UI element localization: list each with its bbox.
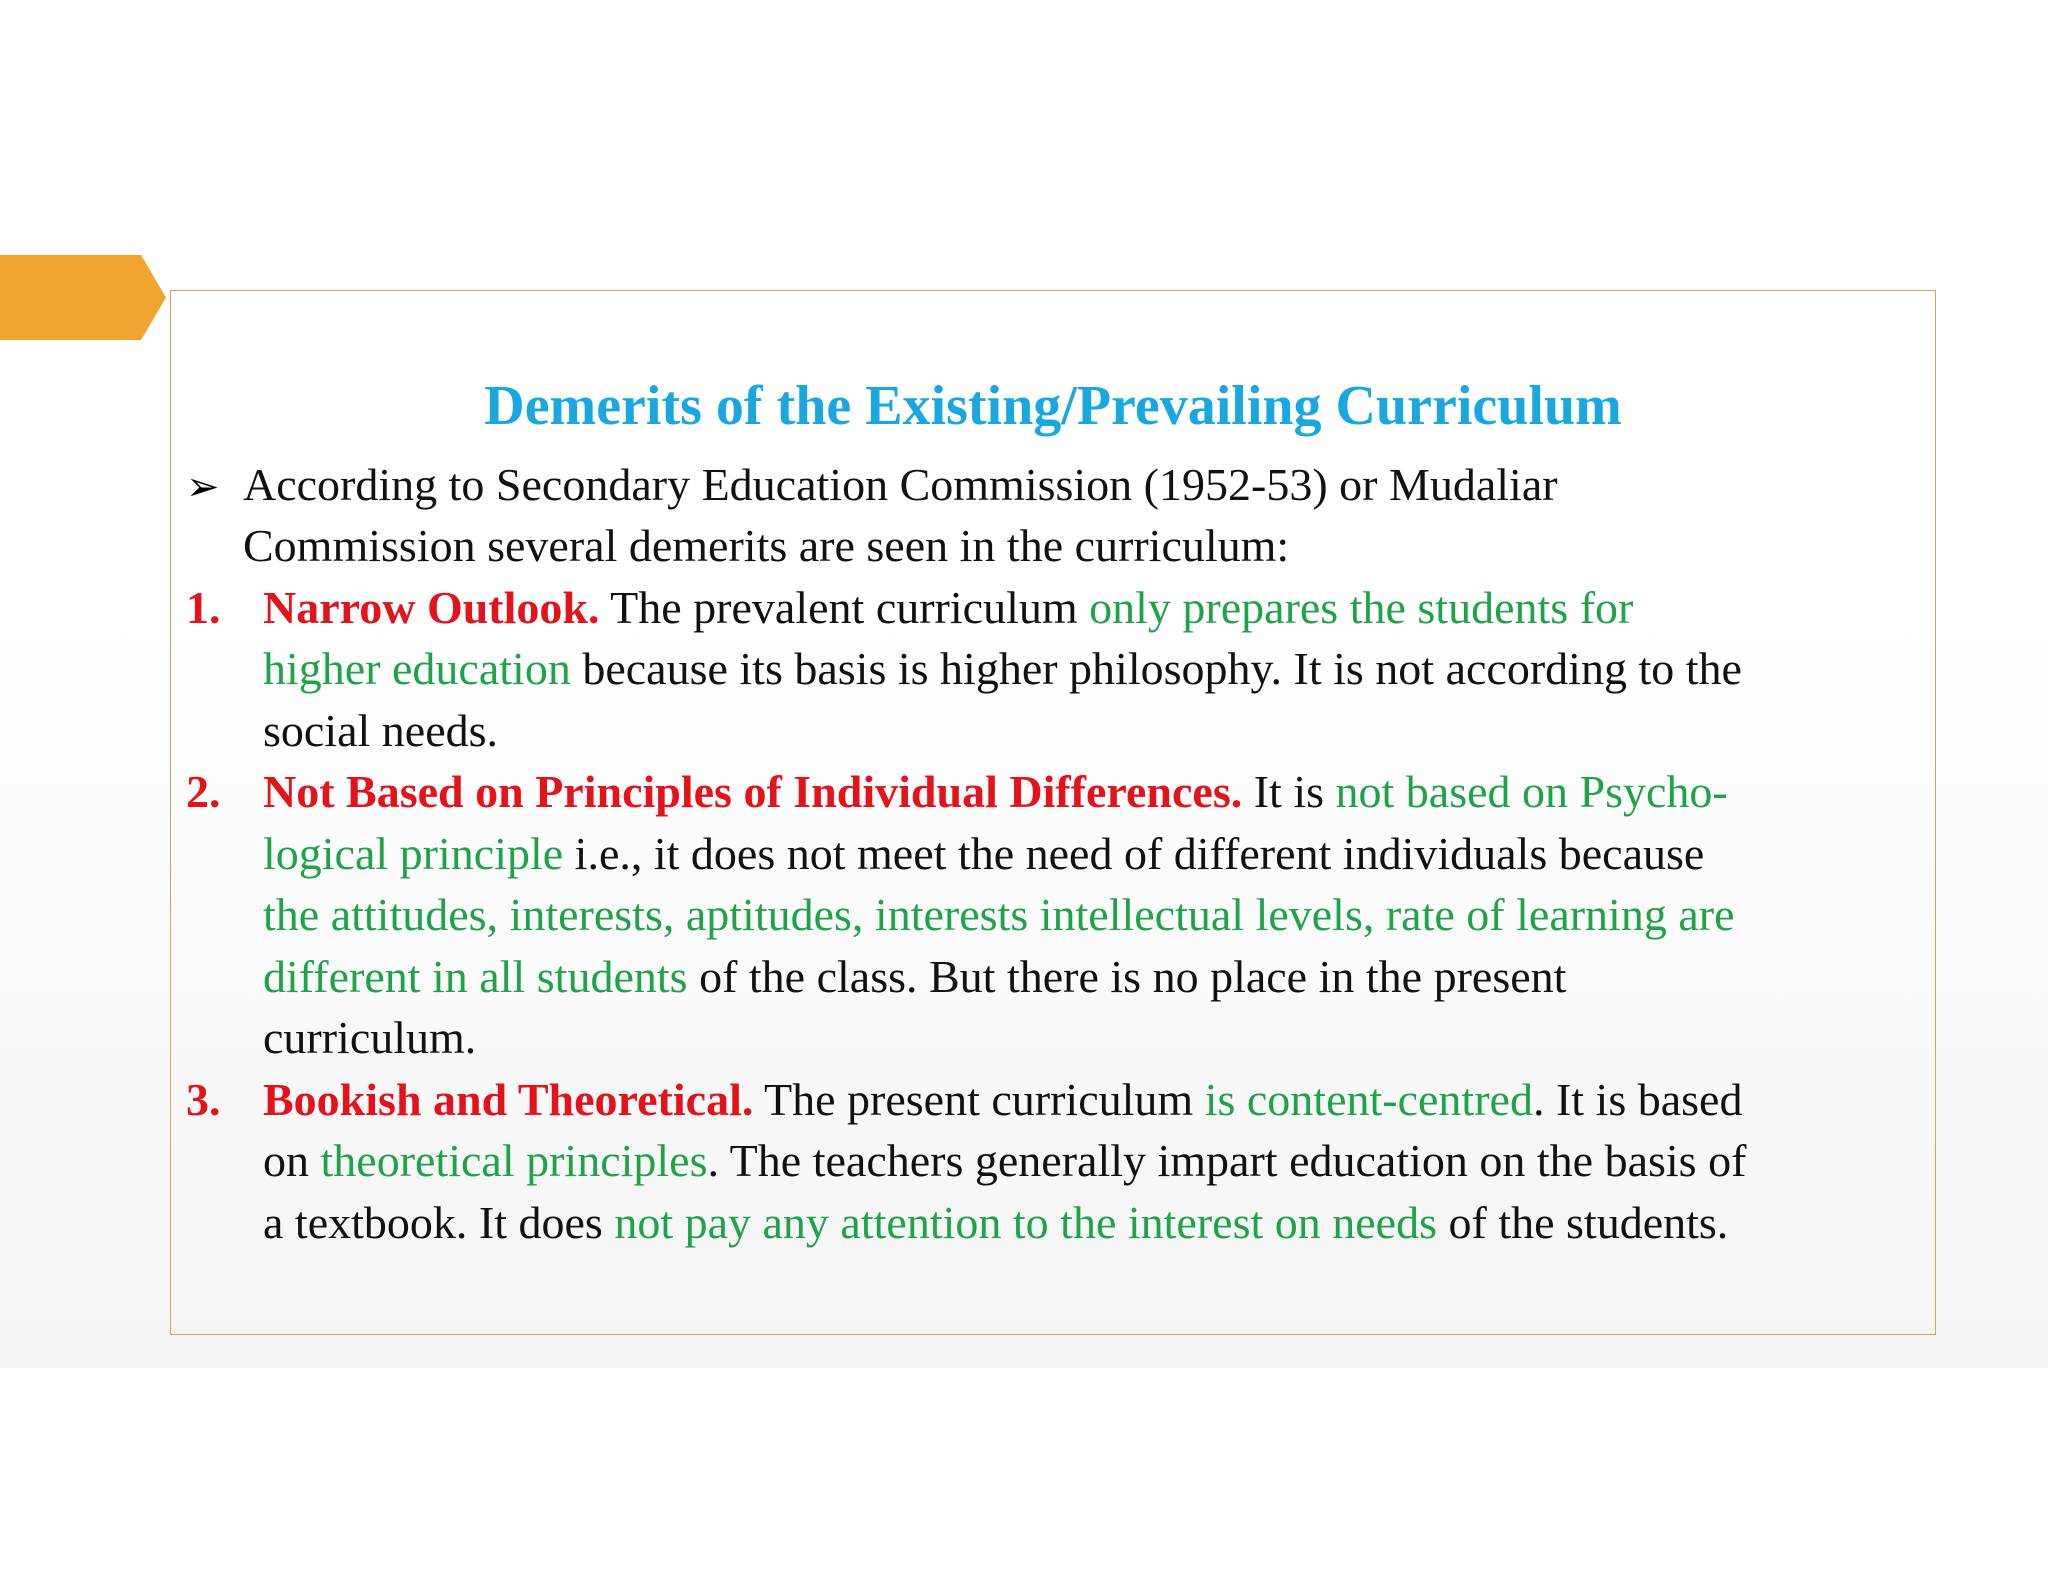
intro-line-2 — [243, 515, 1289, 577]
item-3-line-2: on theoretical principles. The teachers generally impart education on the basis of — [263, 1135, 1747, 1186]
item-2-line-3: the attitudes, interests, aptitudes, interests intellectual levels, rate of learning are — [263, 889, 1735, 940]
item-2-line-4: different in all students of the class. But there is no place in the present — [263, 951, 1567, 1002]
item-1-heading: Narrow Outlook. — [263, 582, 600, 633]
item-1-number: 1. — [186, 582, 221, 633]
arrow-bullet-icon: ➢ — [186, 464, 220, 510]
item-2-line-1: Not Based on Principles of Individual Differences. It is not based on Psycho- — [263, 766, 1728, 817]
item-3-number: 3. — [186, 1074, 221, 1125]
item-2-number: 2. — [186, 766, 221, 817]
intro-bullet-line-1 — [186, 454, 220, 519]
item-1-line-1: Narrow Outlook. The prevalent curriculum only prepares the students for — [263, 582, 1634, 633]
intro-text-1: According to Secondary Education Commission (1952-53) or Mudaliar — [243, 459, 1558, 510]
accent-arrow-tab — [0, 255, 166, 340]
item-2-line-5: curriculum. — [263, 1012, 477, 1063]
intro-line-1 — [243, 454, 1558, 516]
item-3-line-3: a textbook. It does not pay any attention to the interest on needs of the students. — [263, 1197, 1729, 1248]
slide-title: Demerits of the Existing/Prevailing Curriculum — [484, 375, 1622, 437]
item-1-line-3: social needs. — [263, 705, 499, 756]
item-3-line-1: Bookish and Theoretical. The present curriculum is content-centred. It is based — [263, 1074, 1743, 1125]
item-2-heading: Not Based on Principles of Individual Differences. — [263, 766, 1243, 817]
intro-text-2: Commission several demerits are seen in the curriculum: — [243, 520, 1290, 571]
item-3-heading: Bookish and Theoretical. — [263, 1074, 754, 1125]
item-1-line-2: higher education because its basis is higher philosophy. It is not according to the — [263, 643, 1742, 694]
item-2-line-2: logical principle i.e., it does not meet the need of different individuals because — [263, 828, 1705, 879]
